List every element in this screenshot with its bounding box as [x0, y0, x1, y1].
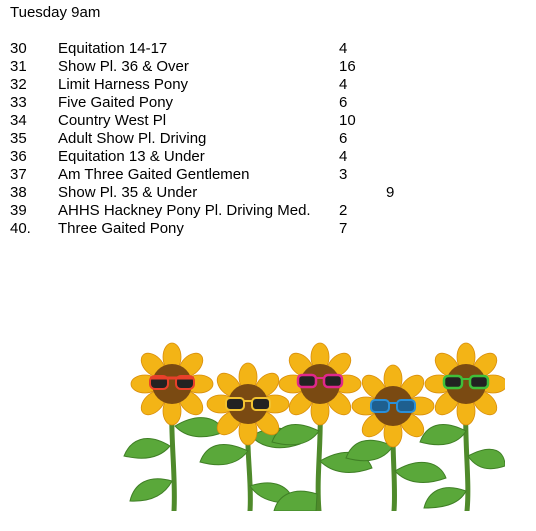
entry-count: 9	[386, 184, 395, 201]
class-number: 32	[10, 76, 27, 93]
entry-count: 10	[339, 112, 356, 129]
class-number: 31	[10, 58, 27, 75]
class-number: 35	[10, 130, 27, 147]
sunflowers-illustration	[120, 256, 505, 511]
entry-count: 7	[339, 220, 348, 237]
schedule-heading: Tuesday 9am	[10, 4, 101, 21]
sunflower-1	[131, 343, 213, 425]
class-number: 33	[10, 94, 27, 111]
class-name: Show Pl. 35 & Under	[58, 184, 198, 201]
entry-count: 2	[339, 202, 348, 219]
entry-count: 4	[339, 76, 348, 93]
class-number: 38	[10, 184, 27, 201]
entry-count: 4	[339, 40, 348, 57]
class-name: Equitation 13 & Under	[58, 148, 205, 165]
class-name: Three Gaited Pony	[58, 220, 184, 237]
class-number: 36	[10, 148, 27, 165]
class-number: 37	[10, 166, 27, 183]
class-number: 39	[10, 202, 27, 219]
sunflower-2	[207, 363, 289, 445]
class-name: AHHS Hackney Pony Pl. Driving Med.	[58, 202, 311, 219]
entry-count: 6	[339, 94, 348, 111]
class-number: 34	[10, 112, 27, 129]
sunflower-5	[425, 343, 505, 425]
class-name: Limit Harness Pony	[58, 76, 189, 93]
entry-count: 4	[339, 148, 348, 165]
class-name: Country West Pl	[58, 112, 167, 129]
leaves	[124, 418, 505, 511]
entry-count: 6	[339, 130, 348, 147]
sunflower-3	[279, 343, 361, 425]
class-name: Am Three Gaited Gentlemen	[58, 166, 250, 183]
entry-count: 3	[339, 166, 348, 183]
class-name: Adult Show Pl. Driving	[58, 130, 207, 147]
class-name: Equitation 14-17	[58, 40, 168, 57]
class-name: Show Pl. 36 & Over	[58, 58, 189, 75]
class-number: 30	[10, 40, 27, 57]
sunflower-4	[352, 365, 434, 447]
entry-count: 16	[339, 58, 356, 75]
class-number: 40.	[10, 220, 31, 237]
class-name: Five Gaited Pony	[58, 94, 174, 111]
